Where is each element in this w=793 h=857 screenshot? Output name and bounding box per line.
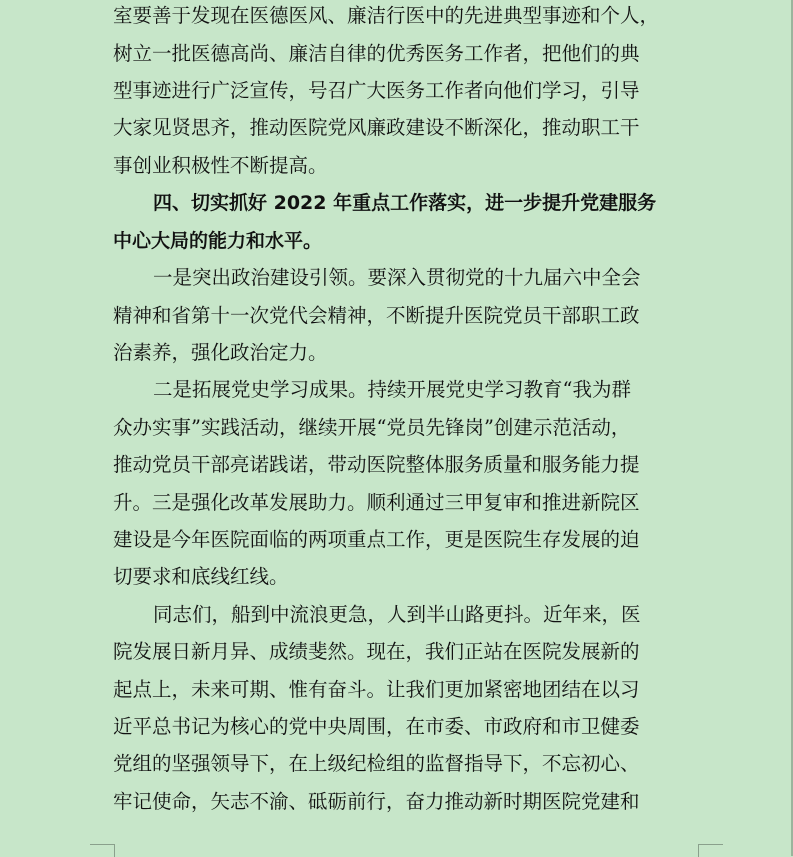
paragraph-line: 树立一批医德高尚、廉洁自律的优秀医务工作者，把他们的典 bbox=[113, 42, 640, 65]
paragraph-line: 建设是今年医院面临的两项重点工作，更是医院生存发展的迫 bbox=[113, 528, 640, 551]
paragraph-line: 党组的坚强领导下，在上级纪检组的监督指导下，不忘初心、 bbox=[113, 752, 640, 775]
section-heading-line: 四、切实抓好 2022 年重点工作落实，进一步提升党建服务 bbox=[153, 192, 657, 214]
margin-corner-mark-left bbox=[90, 844, 115, 857]
paragraph-line: 切要求和底线红线。 bbox=[113, 565, 289, 588]
paragraph-line: 型事迹进行广泛宣传，号召广大医务工作者向他们学习，引导 bbox=[113, 79, 640, 102]
paragraph-line: 院发展日新月异、成绩斐然。现在，我们正站在医院发展新的 bbox=[113, 640, 640, 663]
paragraph-line: 室要善于发现在医德医风、廉洁行医中的先进典型事迹和个人， bbox=[113, 4, 660, 27]
paragraph-line: 升。三是强化改革发展助力。顺利通过三甲复审和推进新院区 bbox=[113, 491, 640, 514]
paragraph-line: 推动党员干部亮诺践诺，带动医院整体服务质量和服务能力提 bbox=[113, 453, 640, 476]
section-heading-line: 中心大局的能力和水平。 bbox=[113, 230, 323, 252]
paragraph-line: 精神和省第十一次党代会精神，不断提升医院党员干部职工政 bbox=[113, 304, 640, 327]
paragraph-line: 牢记使命，矢志不渝、砥砺前行，奋力推动新时期医院党建和 bbox=[113, 790, 640, 813]
paragraph-line: 同志们，船到中流浪更急，人到半山路更抖。近年来，医 bbox=[153, 603, 641, 626]
paragraph-line: 二是拓展党史学习成果。持续开展党史学习教育“我为群 bbox=[153, 378, 631, 401]
paragraph-line: 近平总书记为核心的党中央周围，在市委、市政府和市卫健委 bbox=[113, 715, 640, 738]
paragraph-line: 大家见贤思齐，推动医院党风廉政建设不断深化，推动职工干 bbox=[113, 116, 640, 139]
margin-corner-mark-right bbox=[698, 844, 723, 857]
paragraph-line: 起点上，未来可期、惟有奋斗。让我们更加紧密地团结在以习 bbox=[113, 678, 640, 701]
paragraph-line: 一是突出政治建设引领。要深入贯彻党的十九届六中全会 bbox=[153, 266, 641, 289]
paragraph-line: 众办实事”实践活动，继续开展“党员先锋岗”创建示范活动， bbox=[113, 416, 631, 439]
paragraph-line: 事创业积极性不断提高。 bbox=[113, 154, 328, 177]
paragraph-line: 治素养，强化政治定力。 bbox=[113, 341, 328, 364]
